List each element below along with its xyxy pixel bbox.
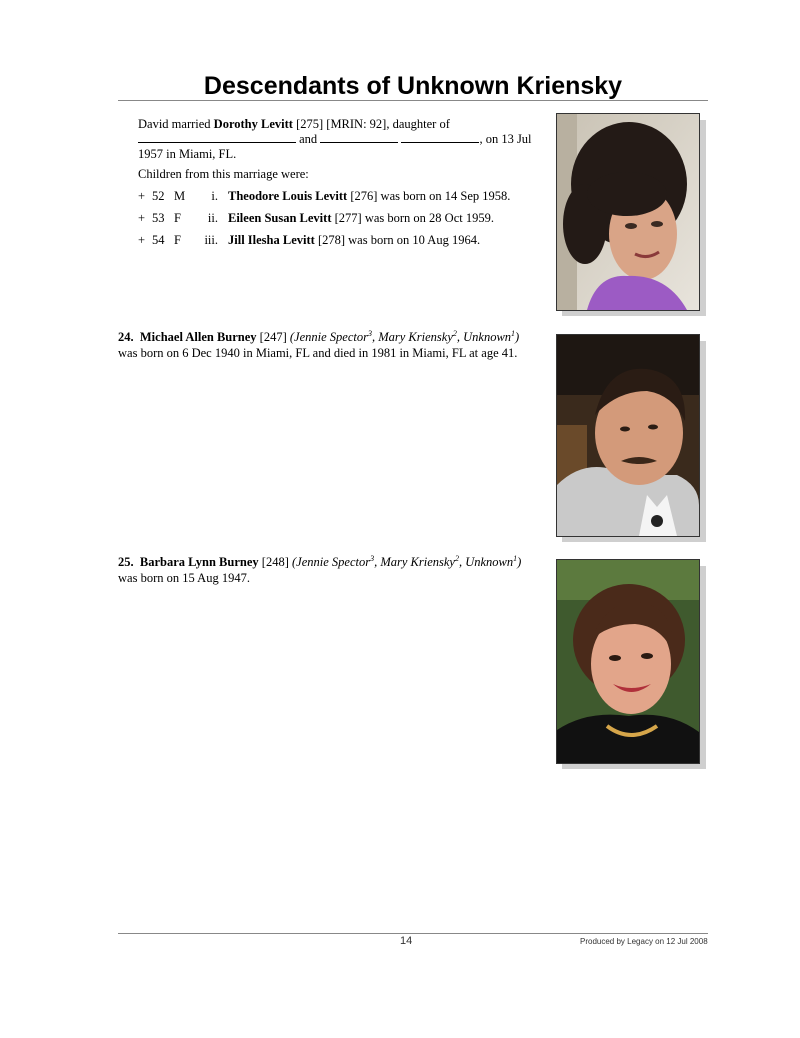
child-sex: M: [174, 189, 186, 203]
blank-mother-first: [320, 131, 398, 143]
person-name: Barbara Lynn Burney: [139, 555, 259, 569]
person-id: [247]: [256, 330, 290, 344]
marriage-prefix: David married: [138, 117, 214, 131]
lineage: (Jennie Spector$^3$, Mary Kriensky$^2$, Unknown$^1$): [289, 328, 520, 344]
child-number: 54: [152, 233, 165, 247]
spouse-id: [275] [MRIN: 92], daughter of: [292, 117, 450, 131]
marriage-date: , on 13 Jul: [479, 132, 532, 146]
child-roman: iii.: [204, 233, 218, 247]
child-name: Eileen Susan Levitt: [228, 211, 332, 225]
entry-25-line-1: [118, 554, 548, 570]
entry-24-details: was born on 6 Dec 1940 in Miami, FL and died in 1981 in Miami, FL at age 41.: [118, 346, 518, 360]
page-title: Descendants of Unknown Kriensky: [203, 72, 623, 100]
child-plus: +: [138, 211, 146, 225]
child-roman: i.: [211, 189, 218, 203]
entry-25-details: was born on 15 Aug 1947.: [118, 571, 250, 585]
child-text: [228, 210, 494, 226]
person-name: Michael Allen Burney: [139, 330, 257, 344]
child-number: 52: [152, 189, 165, 203]
child-plus: +: [138, 233, 146, 247]
child-details: [278] was born on 10 Aug 1964.: [314, 233, 481, 247]
child-sex: F: [174, 211, 181, 225]
produced-by: Produced by Legacy on 12 Jul 2008: [580, 937, 708, 946]
child-plus: +: [138, 189, 146, 203]
child-sex: F: [174, 233, 181, 247]
child-name: Theodore Louis Levitt: [228, 189, 348, 203]
person-id: [248]: [258, 555, 292, 569]
marriage-place: 1957 in Miami, FL.: [138, 147, 237, 161]
page-number: 14: [400, 935, 413, 947]
blank-father: [138, 131, 296, 143]
entry-number: 25.: [118, 555, 134, 569]
and-text: and: [299, 132, 318, 146]
child-text: [228, 232, 480, 248]
entry-number: 24.: [118, 330, 134, 344]
child-text: [228, 188, 510, 204]
entry-24-line-1: [118, 329, 548, 345]
title-divider: [118, 100, 708, 101]
child-number: 53: [152, 211, 165, 225]
footer-divider: [118, 933, 708, 934]
child-name: Jill Ilesha Levitt: [228, 233, 315, 247]
child-roman: ii.: [207, 211, 218, 225]
child-details: [276] was born on 14 Sep 1958.: [347, 189, 511, 203]
lineage: (Jennie Spector$^3$, Mary Kriensky$^2$, Unknown$^1$): [291, 553, 522, 569]
marriage-line-1: [138, 116, 548, 132]
children-heading: Children from this marriage were:: [138, 167, 309, 181]
child-details: [277] was born on 28 Oct 1959.: [331, 211, 494, 225]
blank-mother-last: [401, 131, 479, 143]
spouse-name: Dorothy Levitt: [213, 117, 293, 131]
marriage-line-2: [138, 131, 548, 147]
